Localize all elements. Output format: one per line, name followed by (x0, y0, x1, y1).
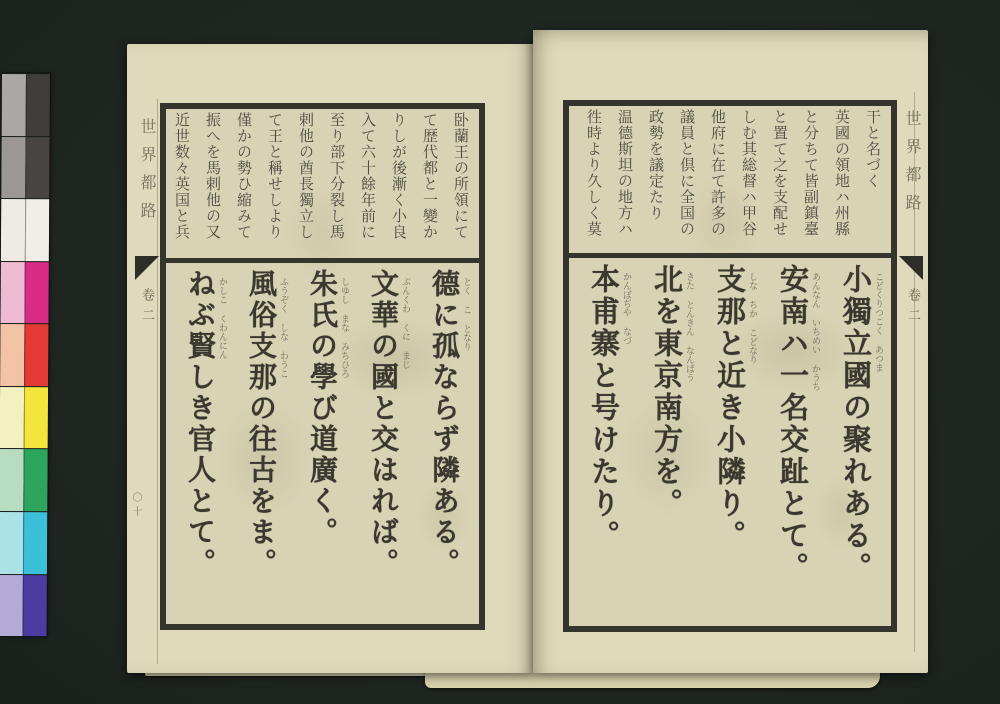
furigana: かんぼぢや なづ (621, 272, 631, 345)
furigana: きた とんきん なんぱう (684, 272, 694, 382)
color-patch-right (23, 387, 48, 449)
headnote-column: と分ちて皆副鎮臺 (802, 109, 820, 237)
color-patch-right (22, 575, 47, 637)
furigana: しゆし まな みちひろ (339, 277, 349, 378)
furigana: しな ちか こどなり (747, 272, 757, 364)
headnote-column: 干と名づく (864, 109, 882, 189)
main-text-column (761, 264, 824, 622)
headnote-divider-rule (166, 258, 479, 263)
color-patch-left (0, 512, 23, 574)
main-text-column (292, 269, 353, 620)
book-page-left (127, 44, 533, 673)
column-text: 安南ハ一名交趾とて。 (776, 264, 810, 584)
color-patch-right (22, 512, 47, 574)
page-number: 〇十 (130, 492, 141, 520)
main-text-block (571, 264, 887, 622)
headnote-column: 剌他の酋長獨立し (297, 112, 315, 240)
color-patch-left (0, 574, 22, 636)
furigana: ふうぞく しな わうこ (278, 277, 288, 378)
color-patch-left (0, 449, 23, 511)
column-text: 朱氏の學び道廣く。 (306, 269, 339, 548)
color-bar-row (0, 323, 48, 386)
headnote-column: 卧蘭王の所領にて (452, 112, 470, 240)
color-patch-left (0, 262, 24, 324)
volume-label: 卷二 (139, 288, 154, 328)
column-text: 文華の國と交はれば。 (367, 269, 400, 579)
color-patch-right (23, 450, 48, 512)
fold-mark-icon (899, 256, 923, 280)
printed-border-frame (160, 103, 485, 630)
headnote-column: 政勢を議定たり (647, 109, 665, 221)
color-calibration-bar (0, 73, 50, 636)
headnote-column: 議員と倶に全国の (678, 109, 696, 237)
color-patch-right (25, 137, 50, 199)
color-patch-right (24, 199, 49, 261)
headnote-column: 徃時より久しく莫 (585, 109, 603, 237)
main-text-column (170, 269, 231, 620)
headnote-column: 振へを馬剌他の又 (204, 112, 222, 240)
color-bar-row (1, 136, 49, 199)
main-text-column (231, 269, 292, 620)
color-bar-row (0, 511, 47, 574)
volume-label: 卷二 (905, 288, 920, 328)
fold-mark-icon (135, 256, 159, 280)
color-patch-right (24, 324, 49, 386)
color-bar-row (0, 261, 48, 324)
headnote-column: て王と稱せしより (266, 112, 284, 240)
book-page-right (533, 30, 928, 673)
printed-border-frame (563, 100, 897, 632)
furigana: こどくりつこく あつま (873, 272, 883, 372)
color-patch-right (24, 262, 49, 324)
main-text-block (168, 269, 475, 620)
hashira-running-title: 世界都路 (138, 118, 157, 230)
color-bar-row (2, 73, 50, 136)
headnote-column: りしが後漸く小良 (390, 112, 408, 240)
headnote-column: と置て之を支配せ (771, 109, 789, 237)
headnote-column: 他府に在て許多の (709, 109, 727, 237)
headnote-block (168, 112, 476, 253)
column-text: 本甫寨と号けたり。 (587, 264, 621, 552)
color-bar-row (1, 198, 49, 261)
main-text-column (572, 264, 635, 622)
column-text: 北を東京南方を。 (650, 264, 684, 520)
furigana: ぶんくわ くに まじ (400, 277, 410, 369)
headnote-block (571, 109, 888, 250)
color-patch-left (0, 324, 24, 386)
color-patch-left (1, 199, 25, 261)
main-text-column (635, 264, 698, 622)
column-text: ねぶ賢しき官人とて。 (184, 269, 217, 579)
color-bar-row (0, 386, 48, 449)
headnote-column: て歴代都と一變か (421, 112, 439, 240)
headnote-column: 近世数々英国と兵 (173, 112, 191, 240)
column-text: 風俗支那の往古をま。 (245, 269, 278, 579)
column-text: 德に孤ならず隣ある。 (428, 269, 461, 579)
headnote-column: 入て六十餘年前に (359, 112, 377, 240)
headnote-column: 温德斯坦の地方ハ (616, 109, 634, 237)
main-text-column (824, 264, 887, 622)
furigana: あんなん いちめい かうち (810, 272, 820, 391)
main-text-column (698, 264, 761, 622)
color-bar-row (0, 573, 47, 636)
furigana: かしこ くわんにん (217, 277, 227, 359)
headnote-column: 英國の領地ハ州縣 (833, 109, 851, 237)
headnote-column: 至り部下分裂し馬 (328, 112, 346, 240)
main-text-column (353, 269, 414, 620)
column-text: 支那と近き小隣り。 (713, 264, 747, 552)
headnote-column: 僅かの勢ひ縮みて (235, 112, 253, 240)
headnote-column: しむ其総督ハ甲谷 (740, 109, 758, 237)
hashira-running-title: 世界都路 (903, 110, 922, 222)
color-patch-right (25, 74, 50, 136)
color-patch-left (2, 74, 26, 136)
headnote-divider-rule (569, 253, 891, 258)
column-text: 小獨立國の聚れある。 (839, 264, 873, 584)
color-bar-row (0, 448, 48, 511)
furigana: とく こ となり (461, 277, 471, 351)
color-patch-left (1, 137, 25, 199)
main-text-column (414, 269, 475, 620)
color-patch-left (0, 387, 24, 449)
